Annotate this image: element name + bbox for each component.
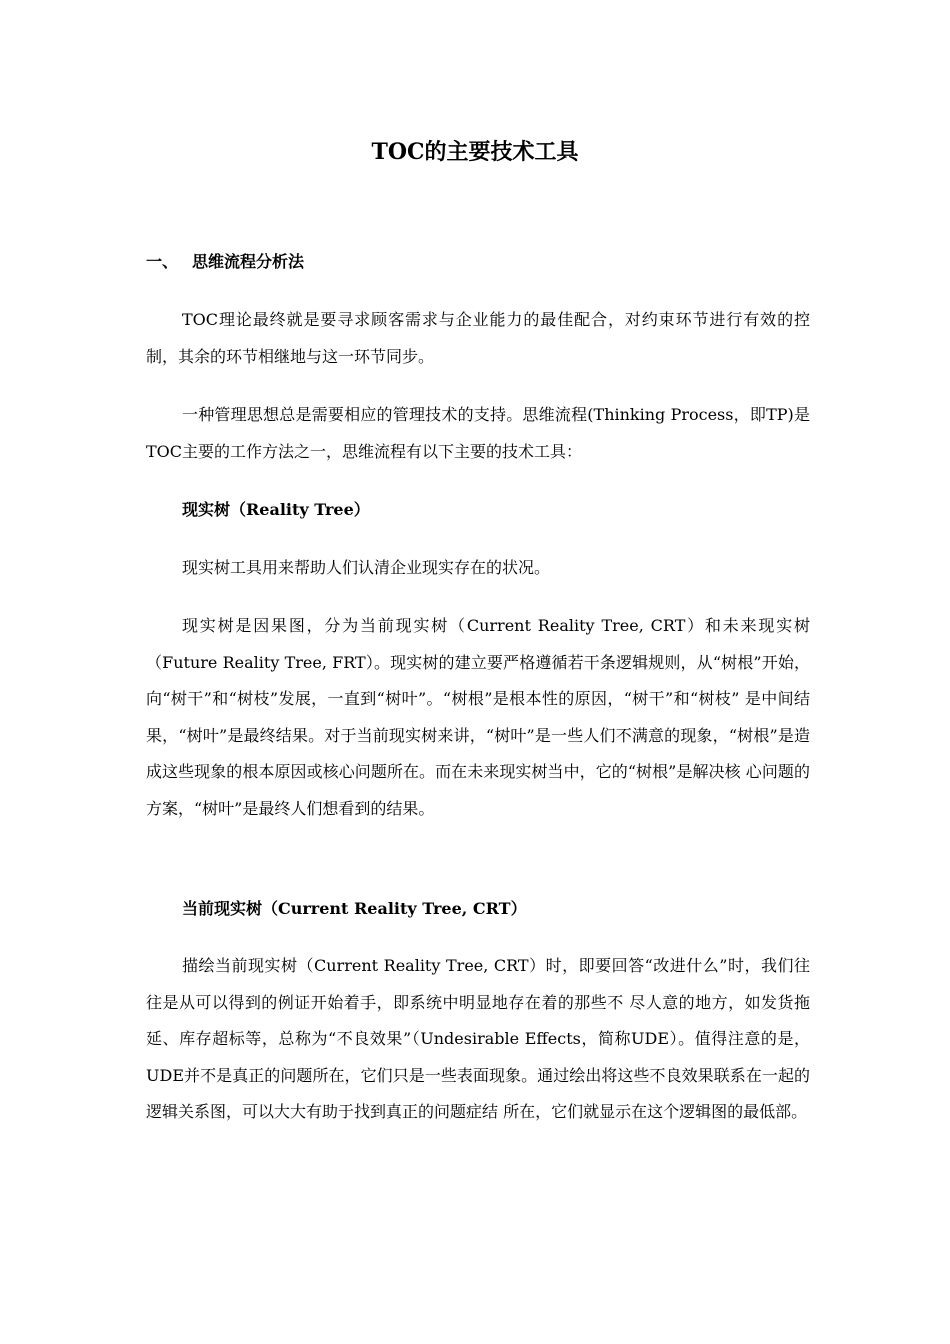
section-number: 一、	[146, 252, 179, 271]
paragraph-toc-theory: TOC理论最终就是要寻求顾客需求与企业能力的最佳配合，对约束环节进行有效的控制，其余的环节相继地与这一环节同步。	[146, 310, 810, 366]
paragraph-thinking-process: 一种管理思想总是需要相应的管理技术的支持。思维流程(Thinking Process，即TP)是TOC主要的工作方法之一，思维流程有以下主要的技术工具：	[146, 405, 810, 461]
subheading-current-reality-tree: 当前现实树（Current Reality Tree, CRT）	[182, 899, 527, 918]
section-title: 思维流程分析法	[192, 252, 305, 271]
subheading-reality-tree: 现实树（Reality Tree）	[182, 500, 370, 519]
paragraph-reality-tree-purpose: 现实树工具用来帮助人们认清企业现实存在的状况。	[182, 558, 551, 577]
section-heading	[146, 250, 806, 274]
paragraph-reality-tree-description: 现实树是因果图，分为当前现实树（Current Reality Tree, CRT）和未来现实树（Future Reality Tree, FRT）。现实树的建立要严格遵循若干条逻辑规则，从“树根”开始，向“树干”和“树枝”发展，一直到“树叶”。“树根”是根本性的原因，“树干”和“树枝” 是中间结果，“树叶”是最终结果。对于当前现实树来讲，“树叶”是一些人们不满意的现象，“树根”是造成这些现象的根本原因或核心问题所在。而在未来现实树当中，它的“树根”是解决核 心问题的方案，“树叶”是最终人们想看到的结果。	[146, 616, 810, 818]
page-title: TOC的主要技术工具	[371, 139, 579, 165]
paragraph-crt-description: 描绘当前现实树（Current Reality Tree, CRT）时，即要回答“改进什么”时，我们往往是从可以得到的例证开始着手，即系统中明显地存在着的那些不 尽人意的地方，如发货拖延、库存超标等，总称为“不良效果”（Undesirable Effects，简称UDE）。值得注意的是，UDE并不是真正的问题所在，它们只是一些表面现象。通过绘出将这些不良效果联系在一起的逻辑关系图，可以大大有助于找到真正的问题症结 所在，它们就显示在这个逻辑图的最低部。	[146, 956, 810, 1121]
